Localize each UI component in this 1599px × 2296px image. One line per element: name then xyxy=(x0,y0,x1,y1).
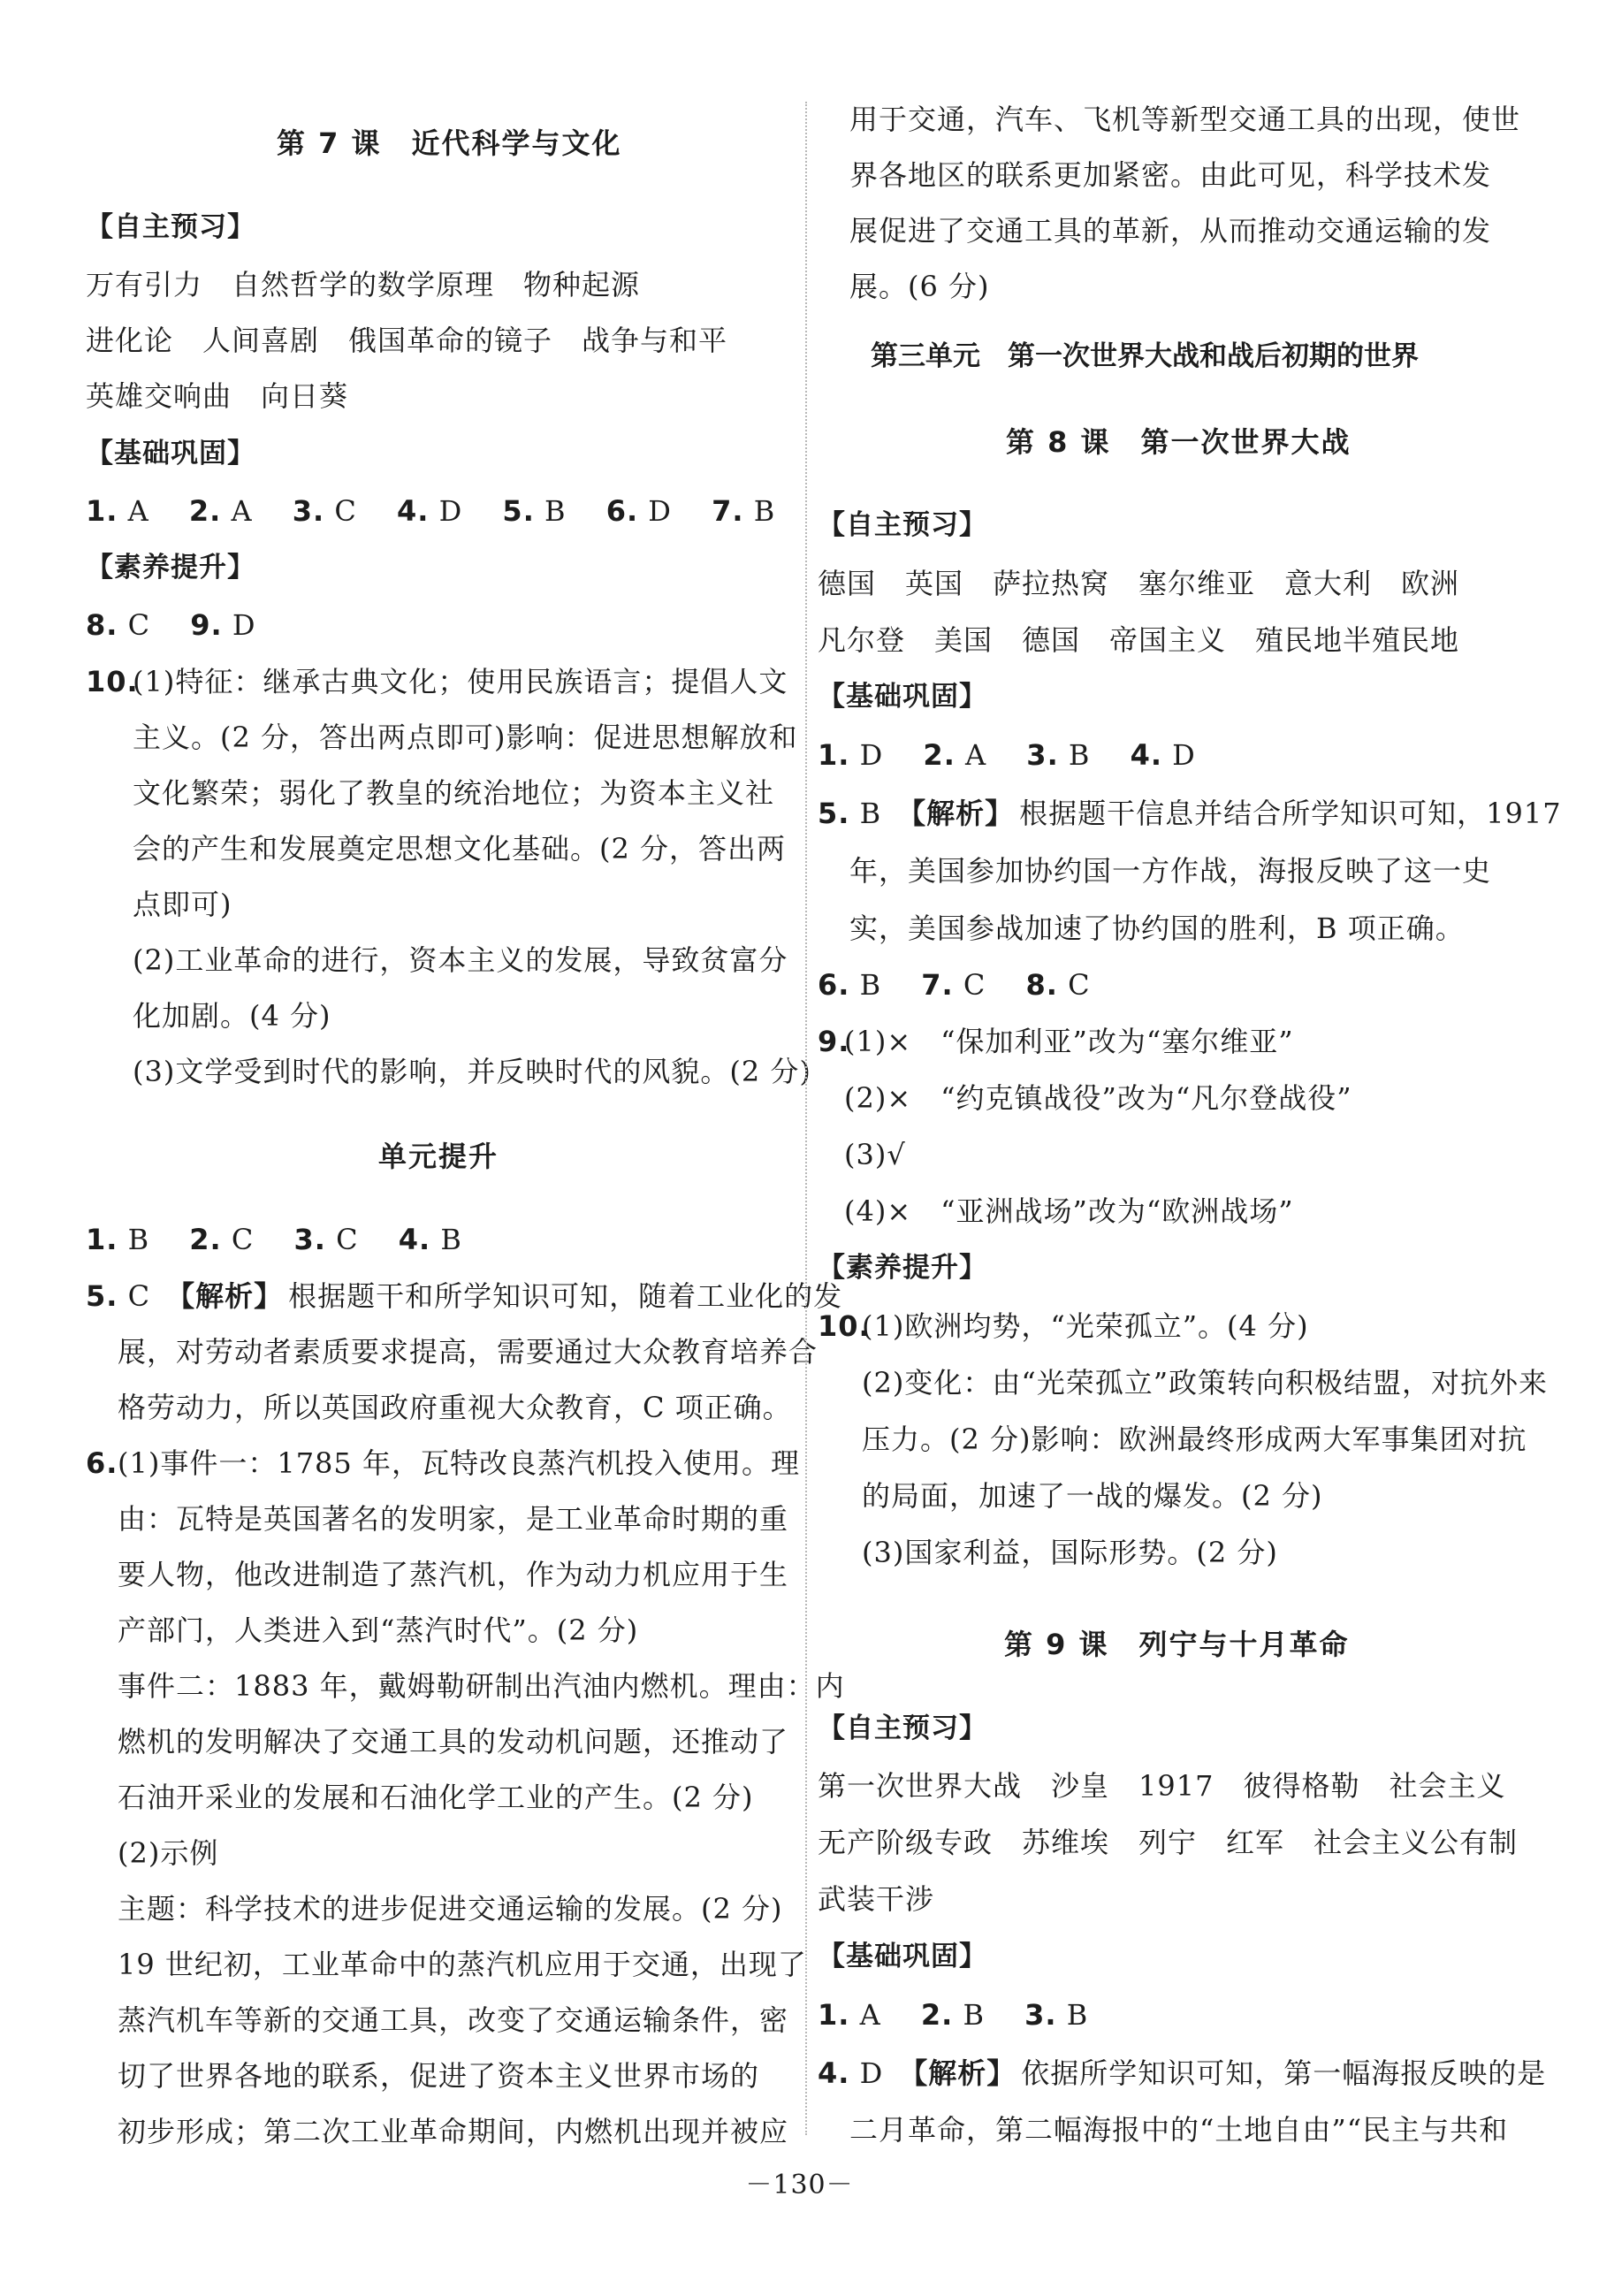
unit-3-title: 第三单元 第一次世界大战和战后初期的世界 xyxy=(871,340,1419,372)
q6-line: 切了世界各地的联系，促进了资本主义世界市场的 xyxy=(118,2059,760,2093)
q6-line: 事件二：1883 年，戴姆勒研制出汽油内燃机。理由：内 xyxy=(118,1669,845,1703)
q6-line: 初步形成；第二次工业革命期间，内燃机出现并被应 xyxy=(118,2115,789,2148)
q6-line: 要人物，他改进制造了蒸汽机，作为动力机应用于生 xyxy=(118,1558,789,1591)
q10-line: 点即可) xyxy=(133,888,232,921)
q5-line: 5. B 【解析】 根据题干信息并结合所学知识可知，1917 xyxy=(818,797,1562,830)
q10-line: 会的产生和发展奠定思想文化基础。(2 分，答出两 xyxy=(133,832,787,866)
improve-heading: 【素养提升】 xyxy=(86,552,255,584)
q6-line: (2)示例 xyxy=(118,1836,219,1870)
lesson-8-title: 第 8 课 第一次世界大战 xyxy=(1006,425,1352,459)
lesson-9-title: 第 9 课 列宁与十月革命 xyxy=(1004,1628,1350,1661)
preview-heading: 【自主预习】 xyxy=(818,509,987,541)
q9-line: (3)√ xyxy=(844,1138,906,1171)
q5-line: 实，美国参战加速了协约国的胜利，B 项正确。 xyxy=(849,912,1465,945)
q5-line: 年，美国参加协约国一方作战，海报反映了这一史 xyxy=(849,854,1492,888)
q10-number: 10. xyxy=(818,1309,871,1343)
q10-line: (3)文学受到时代的影响，并反映时代的风貌。(2 分) xyxy=(133,1055,811,1088)
preview-heading: 【自主预习】 xyxy=(818,1712,987,1744)
basic-heading: 【基础巩固】 xyxy=(86,438,255,469)
q9-line: (4)× “亚洲战场”改为“欧洲战场” xyxy=(844,1194,1294,1228)
q6-line: 由：瓦特是英国著名的发明家，是工业革命时期的重 xyxy=(118,1502,789,1536)
q10-line: 压力。(2 分)影响：欧洲最终形成两大军事集团对抗 xyxy=(862,1423,1527,1456)
unit-review-title: 单元提升 xyxy=(378,1140,499,1173)
preview-line: 万有引力 自然哲学的数学原理 物种起源 xyxy=(86,268,641,301)
basic-answers: 1. D 2. A 3. B 4. D xyxy=(818,738,1196,772)
improve-heading: 【素养提升】 xyxy=(818,1252,987,1284)
q10-line: 主义。(2 分，答出两点即可)影响：促进思想解放和 xyxy=(133,721,798,754)
q10-number: 10. xyxy=(86,665,139,698)
preview-line: 无产阶级专政 苏维埃 列宁 红军 社会主义公有制 xyxy=(818,1826,1519,1859)
q5-line: 5. C 【解析】 根据题干和所学知识可知，随着工业化的发 xyxy=(86,1279,843,1313)
q6-line: 产部门，人类进入到“蒸汽时代”。(2 分) xyxy=(118,1613,639,1647)
q9-line: (1)× “保加利亚”改为“塞尔维亚” xyxy=(844,1025,1294,1058)
preview-line: 进化论 人间喜剧 俄国革命的镜子 战争与和平 xyxy=(86,324,728,357)
preview-line: 凡尔登 美国 德国 帝国主义 殖民地半殖民地 xyxy=(818,623,1460,657)
q6-line: 主题：科学技术的进步促进交通运输的发展。(2 分) xyxy=(118,1892,783,1926)
continued-line: 用于交通，汽车、飞机等新型交通工具的出现，使世 xyxy=(849,103,1521,136)
q6-line: 蒸汽机车等新的交通工具，改变了交通运输条件，密 xyxy=(118,2003,789,2037)
q4-line: 二月革命，第二幅海报中的“土地自由”“民主与共和 xyxy=(849,2113,1509,2147)
column-divider xyxy=(805,102,807,2135)
basic-answers: 1. A 2. A 3. C 4. D 5. B 6. D 7. B xyxy=(86,494,776,528)
continued-line: 展。(6 分) xyxy=(849,270,990,303)
q10-line: (1)特征：继承古典文化；使用民族语言；提倡人文 xyxy=(133,665,788,698)
basic-heading: 【基础巩固】 xyxy=(818,1941,987,1972)
page-number: －130－ xyxy=(745,2170,854,2201)
preview-line: 英雄交响曲 向日葵 xyxy=(86,379,349,413)
q10-line: 化加剧。(4 分) xyxy=(133,999,331,1033)
q4-line: 4. D 【解析】 依据所学知识可知，第一幅海报反映的是 xyxy=(818,2056,1547,2090)
lesson-7-title: 第 7 课 近代科学与文化 xyxy=(277,126,622,160)
q10-line: (2)工业革命的进行，资本主义的发展，导致贫富分 xyxy=(133,943,788,977)
basic-heading: 【基础巩固】 xyxy=(818,681,987,713)
q6-line: (1)事件一：1785 年，瓦特改良蒸汽机投入使用。理 xyxy=(118,1446,800,1480)
continued-line: 界各地区的联系更加紧密。由此可见，科学技术发 xyxy=(849,158,1492,192)
q10-line: 文化繁荣；弱化了教皇的统治地位；为资本主义社 xyxy=(133,776,775,810)
preview-line: 武装干涉 xyxy=(818,1882,935,1916)
q5-line: 格劳动力，所以英国政府重视大众教育，C 项正确。 xyxy=(118,1391,792,1424)
preview-line: 德国 英国 萨拉热窝 塞尔维亚 意大利 欧洲 xyxy=(818,567,1460,600)
q6-8-answers: 6. B 7. C 8. C xyxy=(818,968,1091,1002)
q10-line: (2)变化：由“光荣孤立”政策转向积极结盟，对抗外来 xyxy=(862,1366,1549,1400)
q10-line: 的局面，加速了一战的爆发。(2 分) xyxy=(862,1479,1323,1513)
continued-line: 展促进了交通工具的革新，从而推动交通运输的发 xyxy=(849,214,1492,248)
improve-answers: 8. C 9. D xyxy=(86,608,256,642)
preview-line: 第一次世界大战 沙皇 1917 彼得格勒 社会主义 xyxy=(818,1769,1506,1803)
q9-number: 9. xyxy=(818,1025,850,1058)
q5-line: 展，对劳动者素质要求提高，需要通过大众教育培养合 xyxy=(118,1335,819,1369)
unit-answers: 1. B 2. C 3. C 4. B xyxy=(86,1223,462,1256)
q6-number: 6. xyxy=(86,1446,118,1480)
q10-line: (3)国家利益，国际形势。(2 分) xyxy=(862,1536,1278,1569)
q6-line: 石油开采业的发展和石油化学工业的产生。(2 分) xyxy=(118,1781,754,1814)
q6-line: 燃机的发明解决了交通工具的发动机问题，还推动了 xyxy=(118,1725,789,1758)
q10-line: (1)欧洲均势，“光荣孤立”。(4 分) xyxy=(862,1309,1309,1343)
q6-line: 19 世纪初，工业革命中的蒸汽机应用于交通，出现了 xyxy=(118,1948,807,1981)
q9-line: (2)× “约克镇战役”改为“凡尔登战役” xyxy=(844,1081,1352,1115)
basic-answers: 1. A 2. B 3. B xyxy=(818,1998,1089,2032)
preview-heading: 【自主预习】 xyxy=(86,211,255,243)
